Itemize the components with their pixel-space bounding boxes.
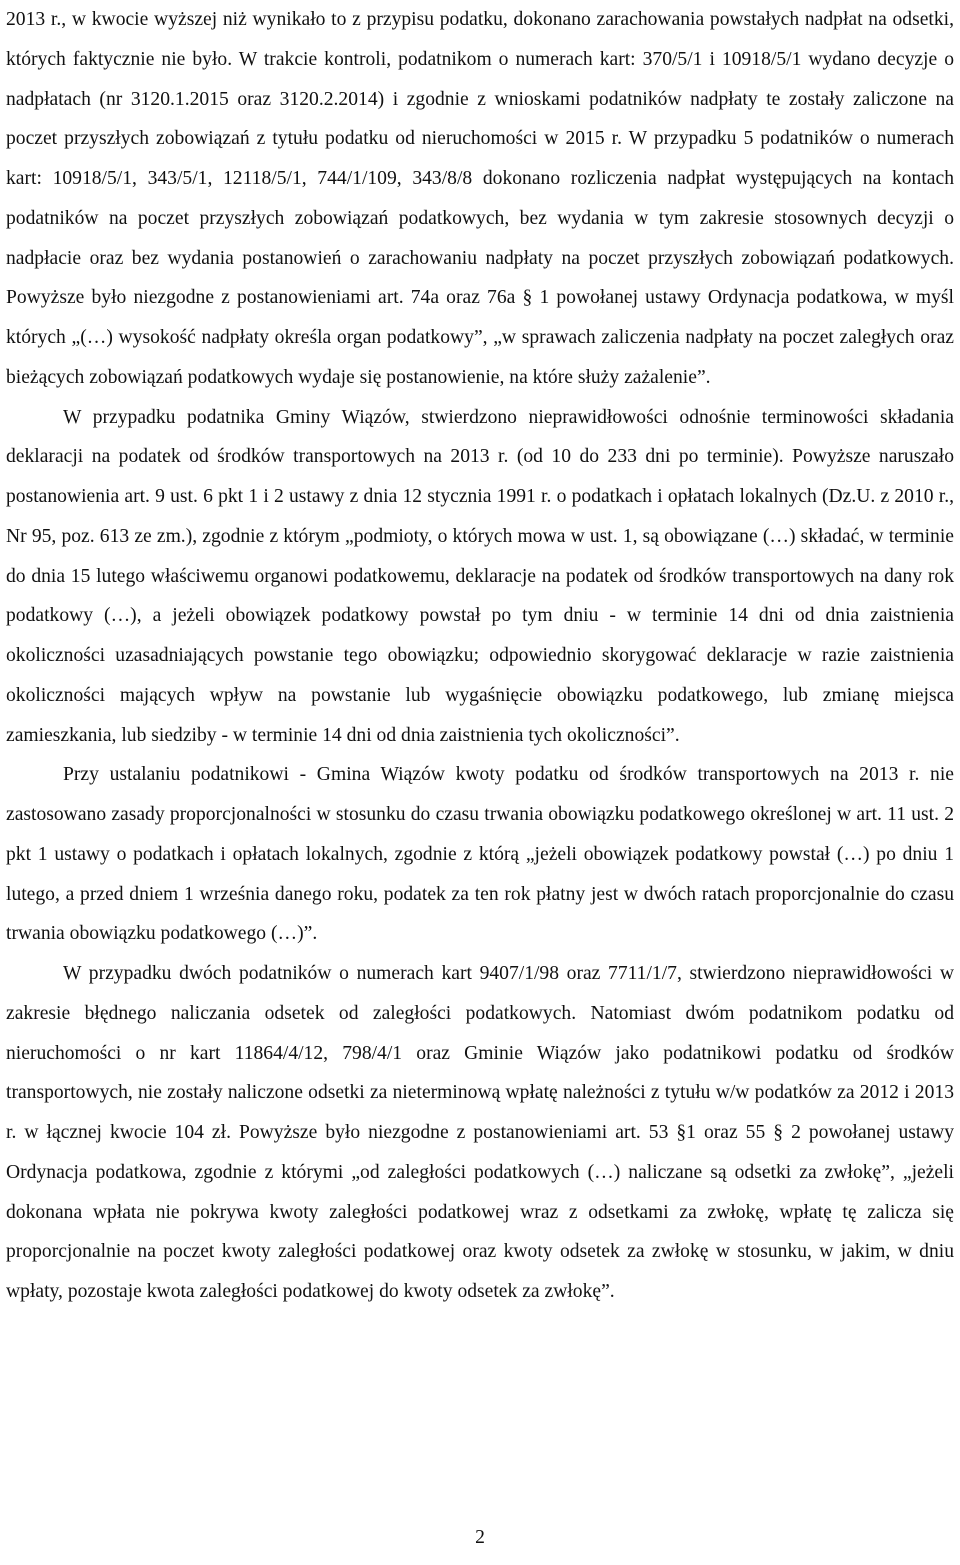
paragraph-odsetki: W przypadku dwóch podatników o numerach kart 9407/1/98 oraz 7711/1/7, stwierdzono nieprawidłowości w zakresie błędnego naliczania odsetek od zaległości podatkowych. Natomiast dwóm podatnikom podatku od nieruchomości o nr kart 11864/4/12, 798/4/1 oraz Gminie Wiązów jako podatnikowi podatku od środków transportowych, nie zostały naliczone odsetki za nieterminową wpłatę należności z tytułu w/w podatków za 2012 i 2013 r. w łącznej kwocie 104 zł. Powyższe było niezgodne z postanowieniami art. 53 §1 oraz 55 § 2 powołanej ustawy Ordynacja podatkowa, zgodnie z którymi „od zaległości podatkowych (…) naliczane są odsetki za zwłokę”, „jeżeli dokonana wpłata nie pokrywa kwoty zaległości podatkowej wraz z odsetkami za zwłokę, wpłatę tę zalicza się proporcjonalnie na poczet kwoty zaległości podatkowej oraz kwoty odsetek za zwłokę w stosunku, w jakim, w dniu wpłaty, pozostaje kwota zaległości podatkowej do kwoty odsetek za zwłokę”. bbox=[6, 963, 954, 1302]
paragraph-proporcjonalnosc: Przy ustalaniu podatnikowi - Gmina Wiązów kwoty podatku od środków transportowych na 2013 r. nie zastosowano zasady proporcjonalności w stosunku do czasu trwania obowiązku podatkowego określonej w art. 11 ust. 2 pkt 1 ustawy o podatkach i opłatach lokalnych, zgodnie z którą „jeżeli obowiązek podatkowy powstał (…) po dniu 1 lutego, a przed dniem 1 września danego roku, podatek za ten rok płatny jest w dwóch ratach proporcjonalnie do czasu trwania obowiązku podatkowego (…)”. bbox=[6, 764, 954, 945]
paragraph-nadplaty: 2013 r., w kwocie wyższej niż wynikało to z przypisu podatku, dokonano zarachowania powstałych nadpłat na odsetki, których faktycznie nie było. W trakcie kontroli, podatnikom o numerach kart: 370/5/1 i 10918/5/1 wydano decyzje o nadpłatach (nr 3120.1.2015 oraz 3120.2.2014) i zgodnie z wnioskami podatników nadpłaty te zostały zaliczone na poczet przyszłych zobowiązań z tytułu podatku od nieruchomości w 2015 r. W przypadku 5 podatników o numerach kart: 10918/5/1, 343/5/1, 12118/5/1, 744/1/109, 343/8/8 dokonano rozliczenia nadpłat występujących na kontach podatników na poczet przyszłych zobowiązań podatkowych, bez wydania w tym zakresie stosownych decyzji o nadpłacie oraz bez wydania postanowień o zarachowaniu nadpłaty na poczet przyszłych zobowiązań podatkowych. Powyższe było niezgodne z postanowieniami art. 74a oraz 76a § 1 powołanej ustawy Ordynacja podatkowa, w myśl których „(…) wysokość nadpłaty określa organ podatkowy”, „w sprawach zaliczenia nadpłaty na poczet zaległych oraz bieżących zobowiązań podatkowych wydaje się postanowienie, na które służy zażalenie”. bbox=[6, 9, 954, 388]
page-number: 2 bbox=[475, 1527, 485, 1548]
document-page bbox=[6, 0, 954, 1312]
paragraph-deklaracje-transportowe: W przypadku podatnika Gminy Wiązów, stwierdzono nieprawidłowości odnośnie terminowości składania deklaracji na podatek od środków transportowych na 2013 r. (od 10 do 233 dni po terminie). Powyższe naruszało postanowienia art. 9 ust. 6 pkt 1 i 2 ustawy z dnia 12 stycznia 1991 r. o podatkach i opłatach lokalnych (Dz.U. z 2010 r., Nr 95, poz. 613 ze zm.), zgodnie z którym „podmioty, o których mowa w ust. 1, są obowiązane (…) składać, w terminie do dnia 15 lutego właściwemu organowi podatkowemu, deklaracje na podatek od środków transportowych na dany rok podatkowy (…), a jeżeli obowiązek podatkowy powstał po tym dniu - w terminie 14 dni od dnia zaistnienia okoliczności uzasadniających powstanie tego obowiązku; odpowiednio skorygować deklaracje w razie zaistnienia okoliczności mających wpływ na powstanie lub wygaśnięcie obowiązku podatkowego, lub zmianę miejsca zamieszkania, lub siedziby - w terminie 14 dni od dnia zaistnienia tych okoliczności”. bbox=[6, 406, 954, 746]
